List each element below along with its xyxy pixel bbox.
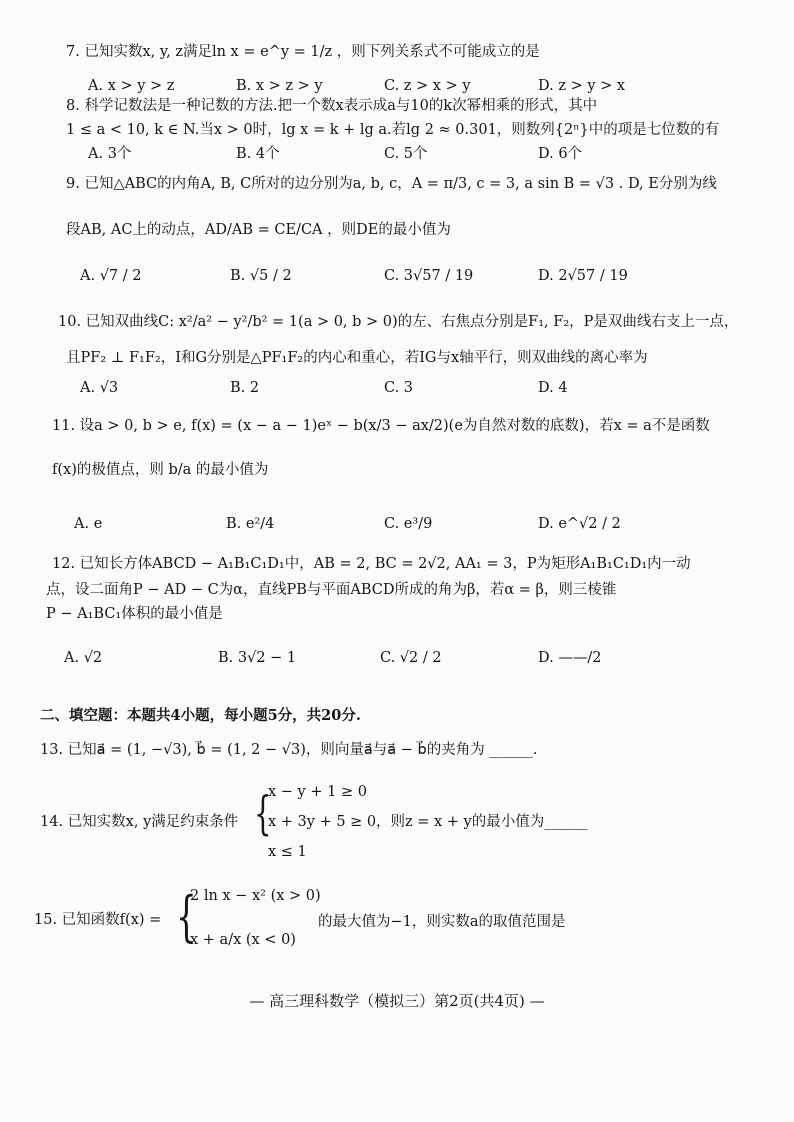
q12-option-d: D. ——/2 — [538, 650, 602, 666]
q11-option-a: A. e — [74, 516, 103, 532]
q12-stem-line1: 12. 已知长方体ABCD − A₁B₁C₁D₁中，AB = 2, BC = 2√2, AA₁ = 3，P为矩形A₁B₁C₁D₁内一动 — [52, 556, 691, 572]
q8-option-b: B. 4个 — [236, 146, 280, 162]
q10-stem-line1: 10. 已知双曲线C: x²/a² − y²/b² = 1(a > 0, b > 0)的左、右焦点分别是F₁, F₂，P是双曲线右支上一点， — [58, 314, 739, 330]
q11-stem-line1: 11. 设a > 0, b > e, f(x) = (x − a − 1)eˣ − b(x/3 − ax/2)(e为自然对数的底数)，若x = a不是函数 — [52, 418, 710, 434]
q9-option-c: C. 3√57 / 19 — [384, 268, 474, 284]
q8-stem-line2: 1 ≤ a < 10, k ∈ N.当x > 0时，lg x = k + lg a.若lg 2 ≈ 0.301，则数列{2ⁿ}中的项是七位数的有 — [66, 122, 720, 138]
q11-option-d: D. e^√2 / 2 — [538, 516, 621, 532]
q7-stem: 7. 已知实数x, y, z满足ln x = e^y = 1/z ，则下列关系式不可能成立的是 — [66, 44, 540, 60]
q15-tail: 的最大值为−1，则实数a的取值范围是 — [318, 914, 566, 930]
q7-option-b: B. x > z > y — [236, 78, 323, 94]
q10-option-a: A. √3 — [80, 380, 119, 396]
page-footer: — 高三理科数学（模拟三）第2页(共4页) — — [249, 992, 545, 1010]
q10-stem-line2: 且PF₂ ⊥ F₁F₂，I和G分别是△PF₁F₂的内心和重心，若IG与x轴平行，则双曲线的离心率为 — [66, 350, 648, 366]
q15-stem: 15. 已知函数f(x) = — [34, 912, 162, 928]
q14-stem: 14. 已知实数x, y满足约束条件 — [40, 814, 239, 830]
q9-stem-line2: 段AB, AC上的动点，AD/AB = CE/CA ，则DE的最小值为 — [66, 222, 451, 238]
q7-option-a: A. x > y > z — [88, 78, 175, 94]
q13-stem: 13. 已知a⃗ = (1, −√3), b⃗ = (1, 2 − √3)，则向量a⃗与a⃗ − b⃗的夹角为 ______. — [40, 742, 538, 758]
q14-brace-icon: { — [254, 786, 272, 840]
q9-stem-line1: 9. 已知△ABC的内角A, B, C所对的边分别为a, b, c，A = π/3, c = 3, a sin B = √3 . D, E分别为线 — [66, 176, 717, 192]
q9-option-d: D. 2√57 / 19 — [538, 268, 628, 284]
q12-option-a: A. √2 — [64, 650, 103, 666]
q14-constraint-3: x ≤ 1 — [268, 844, 307, 860]
section-heading-fill-in: 二、填空题：本题共4小题，每小题5分，共20分. — [40, 707, 361, 724]
q11-option-c: C. e³/9 — [384, 516, 433, 532]
q9-option-a: A. √7 / 2 — [80, 268, 142, 284]
q12-option-b: B. 3√2 − 1 — [218, 650, 297, 666]
q8-stem-line1: 8. 科学记数法是一种记数的方法.把一个数x表示成a与10的k次幂相乘的形式，其中 — [66, 98, 598, 114]
q10-option-d: D. 4 — [538, 380, 568, 396]
q12-stem-line2: 点，设二面角P − AD − C为α，直线PB与平面ABCD所成的角为β，若α = β，则三棱锥 — [46, 582, 617, 598]
q15-brace-icon: { — [176, 885, 197, 948]
q7-option-d: D. z > y > x — [538, 78, 626, 94]
q9-option-b: B. √5 / 2 — [230, 268, 292, 284]
q11-option-b: B. e²/4 — [226, 516, 275, 532]
q10-option-b: B. 2 — [230, 380, 260, 396]
q8-option-d: D. 6个 — [538, 146, 583, 162]
q8-option-a: A. 3个 — [88, 146, 132, 162]
q11-stem-line2: f(x)的极值点，则 b/a 的最小值为 — [52, 462, 269, 478]
q15-piece-2: x + a/x (x < 0) — [190, 932, 296, 948]
q7-option-c: C. z > x > y — [384, 78, 471, 94]
q14-tail: ，则z = x + y的最小值为______ — [376, 814, 588, 830]
q12-stem-line3: P − A₁BC₁体积的最小值是 — [46, 606, 223, 622]
q15-piece-1: 2 ln x − x² (x > 0) — [190, 888, 321, 904]
q12-option-c: C. √2 / 2 — [380, 650, 442, 666]
q14-constraint-1: x − y + 1 ≥ 0 — [268, 784, 367, 800]
q10-option-c: C. 3 — [384, 380, 414, 396]
q14-constraint-2: x + 3y + 5 ≥ 0 — [268, 814, 377, 830]
q8-option-c: C. 5个 — [384, 146, 428, 162]
